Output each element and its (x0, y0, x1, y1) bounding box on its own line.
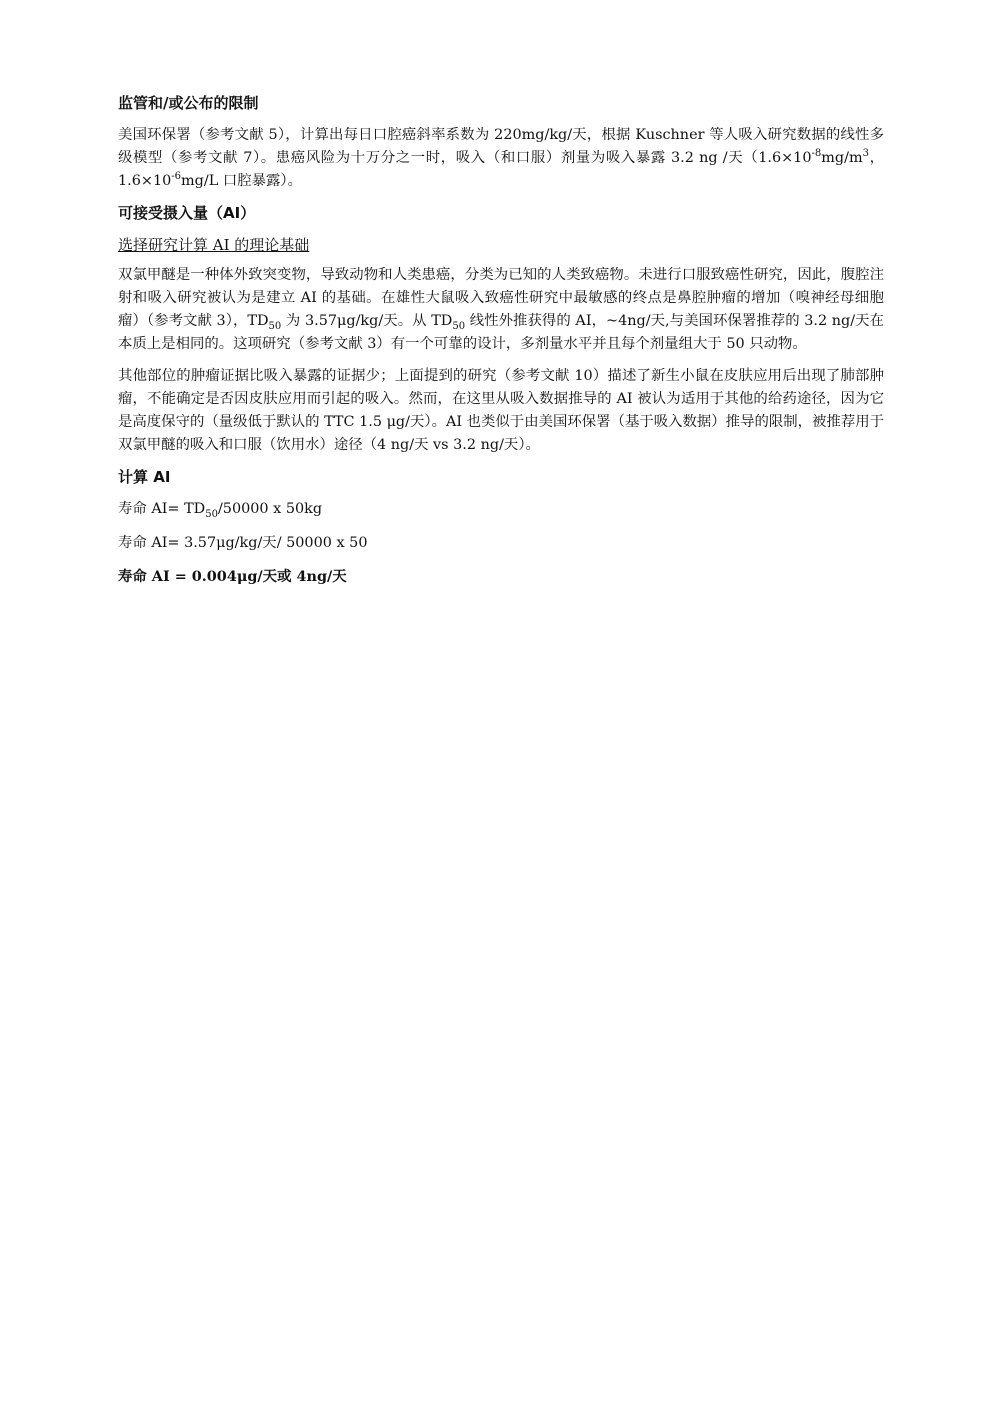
rationale-paragraph-1 (118, 264, 884, 356)
calculate-ai-heading: 计算 AI (118, 468, 171, 486)
text-run: 为 3.57μg/kg/天。从 TD (281, 313, 453, 329)
subscript: 50 (205, 508, 218, 520)
formula-line-2: 寿命 AI= 3.57μg/kg/天/ 50000 x 50 (118, 535, 368, 551)
subscript: 50 (268, 320, 282, 332)
superscript: -6 (171, 171, 182, 183)
text-run: 双氯甲醚是一种体外致突变物，导致动物和人类患癌，分类为已知的人类致癌物。未进行口服致癌性研究，因此，腹腔注射和吸入研究被认为是建立 AI 的基础。在雄性大鼠吸入致癌性研究中最敏感的终点是鼻腔肿瘤的增加（嗅神经母细胞瘤）（参考文献 3），TD (118, 267, 884, 329)
document-page (118, 92, 884, 600)
regulatory-limits-paragraph (118, 124, 884, 193)
text-run: mg/L 口腔暴露）。 (181, 173, 302, 189)
text-run: ，1.6×10 (118, 150, 884, 189)
superscript: 3 (862, 148, 869, 160)
superscript: -8 (811, 148, 822, 160)
text-run: /50000 x 50kg (217, 501, 323, 517)
rationale-paragraph-2: 其他部位的肿瘤证据比吸入暴露的证据少；上面提到的研究（参考文献 10）描述了新生小鼠在皮肤应用后出现了肺部肿瘤，不能确定是否因皮肤应用而引起的吸入。然而，在这里从吸入数据推导的 AI 被认为适用于其他的给药途径，因为它是高度保守的（量级低于默认的 TTC 1.5 μg/天）。AI 也类似于由美国环保署（基于吸入数据）推导的限制，被推荐用于双氯甲醚的吸入和口服（饮用水）途径（4 ng/天 vs 3.2 ng/天）。 (118, 368, 884, 453)
regulatory-limits-heading: 监管和/或公布的限制 (118, 94, 259, 112)
study-rationale-subheading: 选择研究计算 AI 的理论基础 (118, 236, 310, 254)
text-run: 美国环保署（参考文献 5），计算出每日口腔癌斜率系数为 220mg/kg/天，根据 Kuschner 等人吸入研究数据的线性多级模型（参考文献 7）。患癌风险为十万分之一时，吸入（和口服）剂量为吸入暴露 3.2 ng /天（1.6×10 (118, 127, 884, 166)
formula-line-1 (118, 498, 884, 520)
acceptable-intake-heading: 可接受摄入量（AI） (118, 204, 256, 222)
subscript: 50 (452, 320, 466, 332)
text-run: 寿命 AI= TD (118, 501, 206, 517)
text-run: mg/m (821, 150, 863, 166)
text-run: 线性外推获得的 AI，~4ng/天,与美国环保署推荐的 3.2 ng/天在本质上是相同的。这项研究（参考文献 3）有一个可靠的设计，多剂量水平并且每个剂量组大于 50 只动物。 (118, 313, 884, 352)
formula-result: 寿命 AI = 0.004μg/天或 4ng/天 (118, 568, 347, 585)
